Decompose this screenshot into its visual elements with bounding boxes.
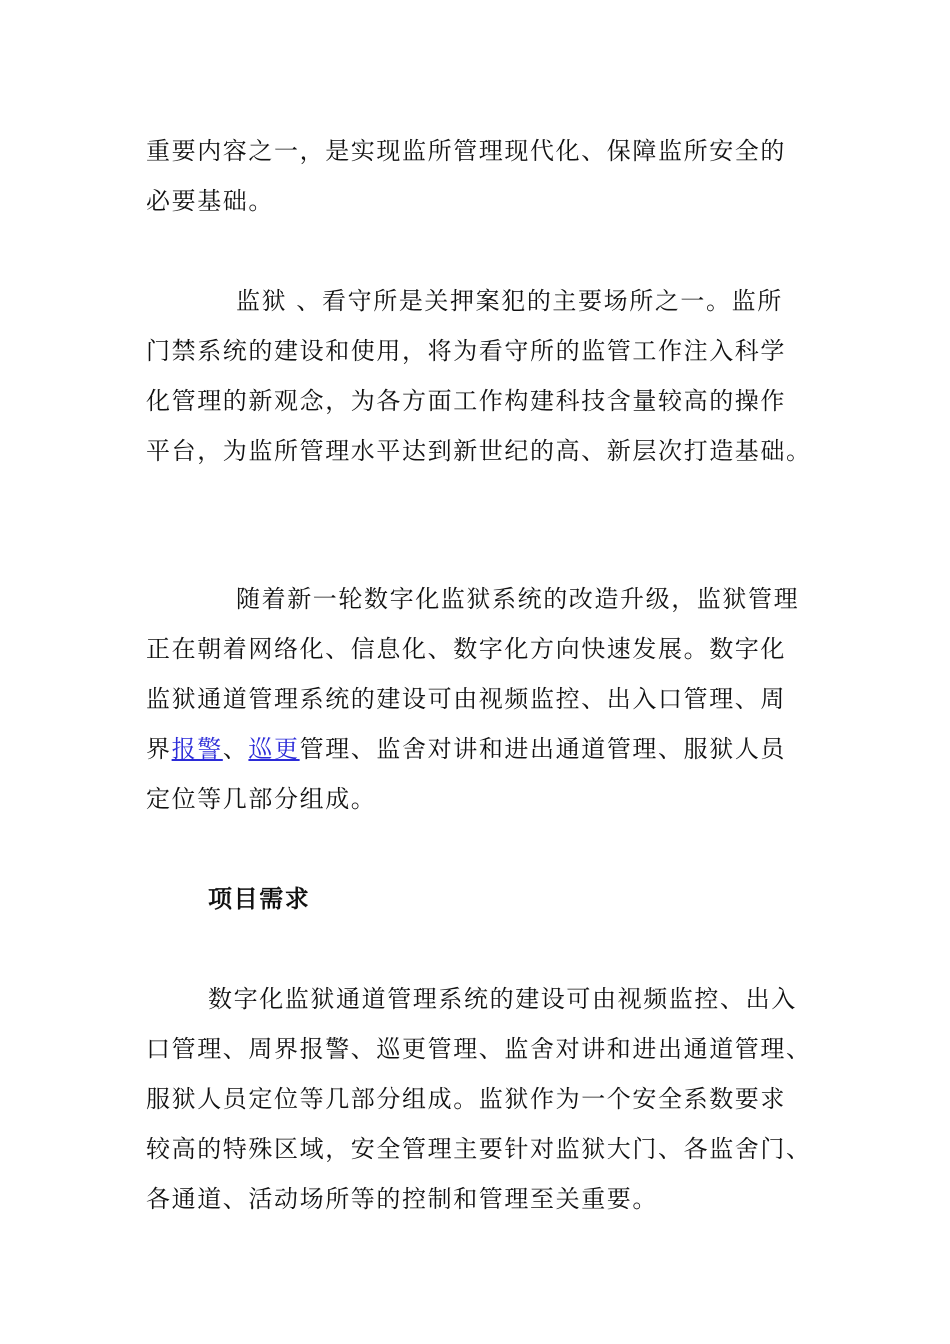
- text-line: 平台，为监所管理水平达到新世纪的高、新层次打造基础。: [146, 437, 812, 465]
- text-line: 监狱 、看守所是关押案犯的主要场所之一。监所: [236, 287, 783, 315]
- text-line: 重要内容之一，是实现监所管理现代化、保障监所安全的: [146, 137, 786, 165]
- text-line: 服狱人员定位等几部分组成。监狱作为一个安全系数要求: [146, 1085, 786, 1113]
- text-line: 化管理的新观念，为各方面工作构建科技含量较高的操作: [146, 387, 786, 415]
- paragraph-intro-continuation: [146, 126, 806, 226]
- text-line: 口管理、周界报警、巡更管理、监舍对讲和进出通道管理、: [146, 1035, 812, 1063]
- text-line: 较高的特殊区域，安全管理主要针对监狱大门、各监舍门、: [146, 1135, 812, 1163]
- paragraph-requirements: [146, 974, 812, 1224]
- text-line: 门禁系统的建设和使用，将为看守所的监管工作注入科学: [146, 337, 786, 365]
- text-line: 正在朝着网络化、信息化、数字化方向快速发展。数字化: [146, 635, 786, 663]
- text-fragment: 、: [222, 735, 249, 763]
- link-alarm[interactable]: 报警: [171, 735, 223, 763]
- text-line-with-links: [146, 724, 806, 774]
- text-fragment: 管理、监舍对讲和进出通道管理、服狱人员: [299, 735, 787, 763]
- text-line: 监狱通道管理系统的建设可由视频监控、出入口管理、周: [146, 685, 786, 713]
- text-line: 定位等几部分组成。: [146, 785, 377, 813]
- link-patrol[interactable]: 巡更: [248, 735, 300, 763]
- text-fragment: 界: [146, 735, 172, 763]
- section-heading-project-requirements: 项目需求: [208, 884, 311, 913]
- text-line: 随着新一轮数字化监狱系统的改造升级，监狱管理: [236, 585, 800, 613]
- text-line: 各通道、活动场所等的控制和管理至关重要。: [146, 1185, 658, 1213]
- paragraph-prison-overview: [146, 276, 812, 476]
- paragraph-digital-upgrade: [146, 574, 806, 824]
- text-line: 数字化监狱通道管理系统的建设可由视频监控、出入: [208, 985, 797, 1013]
- text-line: 必要基础。: [146, 187, 274, 215]
